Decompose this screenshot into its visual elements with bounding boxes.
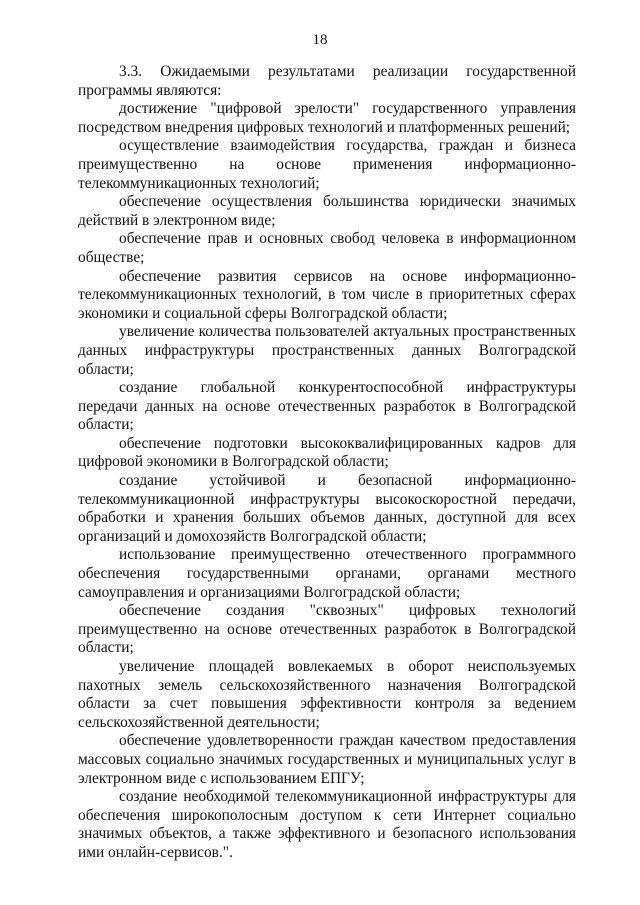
result-item: обеспечение создания "сквозных" цифровых технологий преимущественно на основе отечественных разработок в Волгоградской области; [78,602,576,657]
result-item: обеспечение подготовки высококвалифицированных кадров для цифровой экономики в Волгоградской области; [78,434,576,471]
result-item: создание необходимой телекоммуникационной инфраструктуры для обеспечения широкополосным доступом к сети Интернет социально значимых объектов, а также эффективного и безопасного использования ими онлайн-сервисов.". [78,788,576,861]
result-item: создание устойчивой и безопасной информационно-телекоммуникационной инфраструктуры высокоскоростной передачи, обработки и хранения больших объемов данных, доступной для всех организаций и домохозяйств Волгоградской области; [78,472,576,545]
page-number: 18 [312,32,328,48]
result-item: достижение "цифровой зрелости" государственного управления посредством внедрения цифровых технологий и платформенных решений; [78,100,576,136]
result-item: обеспечение прав и основных свобод человека в информационном обществе; [78,230,576,266]
result-item: обеспечение развития сервисов на основе информационно-телекоммуникационных технологий, в том числе в приоритетных сферах экономики и социальной сферы Волгоградской области; [78,267,576,322]
result-item: обеспечение удовлетворенности граждан качеством предоставления массовых социально значимых государственных и муниципальных услуг в электронном виде с использованием ЕПГУ; [78,732,576,787]
result-item: увеличение количества пользователей актуальных пространственных данных инфраструктуры пространственных данных Волгоградской области; [78,323,576,378]
intro-paragraph: 3.3. Ожидаемыми результатами реализации государственной программы являются: [78,63,576,99]
result-item: создание глобальной конкурентоспособной инфраструктуры передачи данных на основе отечественных разработок в Волгоградской области; [78,379,576,434]
result-item: обеспечение осуществления большинства юридически значимых действий в электронном виде; [78,193,576,229]
document-body [78,63,576,863]
result-item: осуществление взаимодействия государства, граждан и бизнеса преимущественно на основе применения информационно-телекоммуникационных технологий; [78,137,576,192]
result-item: увеличение площадей вовлекаемых в оборот неиспользуемых пахотных земель сельскохозяйственного назначения Волгоградской области за счет повышения эффективности контроля за ведением сельскохозяйственной деятельности; [78,658,576,731]
result-item: использование преимущественно отечественного программного обеспечения государственными органами, органами местного самоуправления и организациями Волгоградской области; [78,546,576,601]
